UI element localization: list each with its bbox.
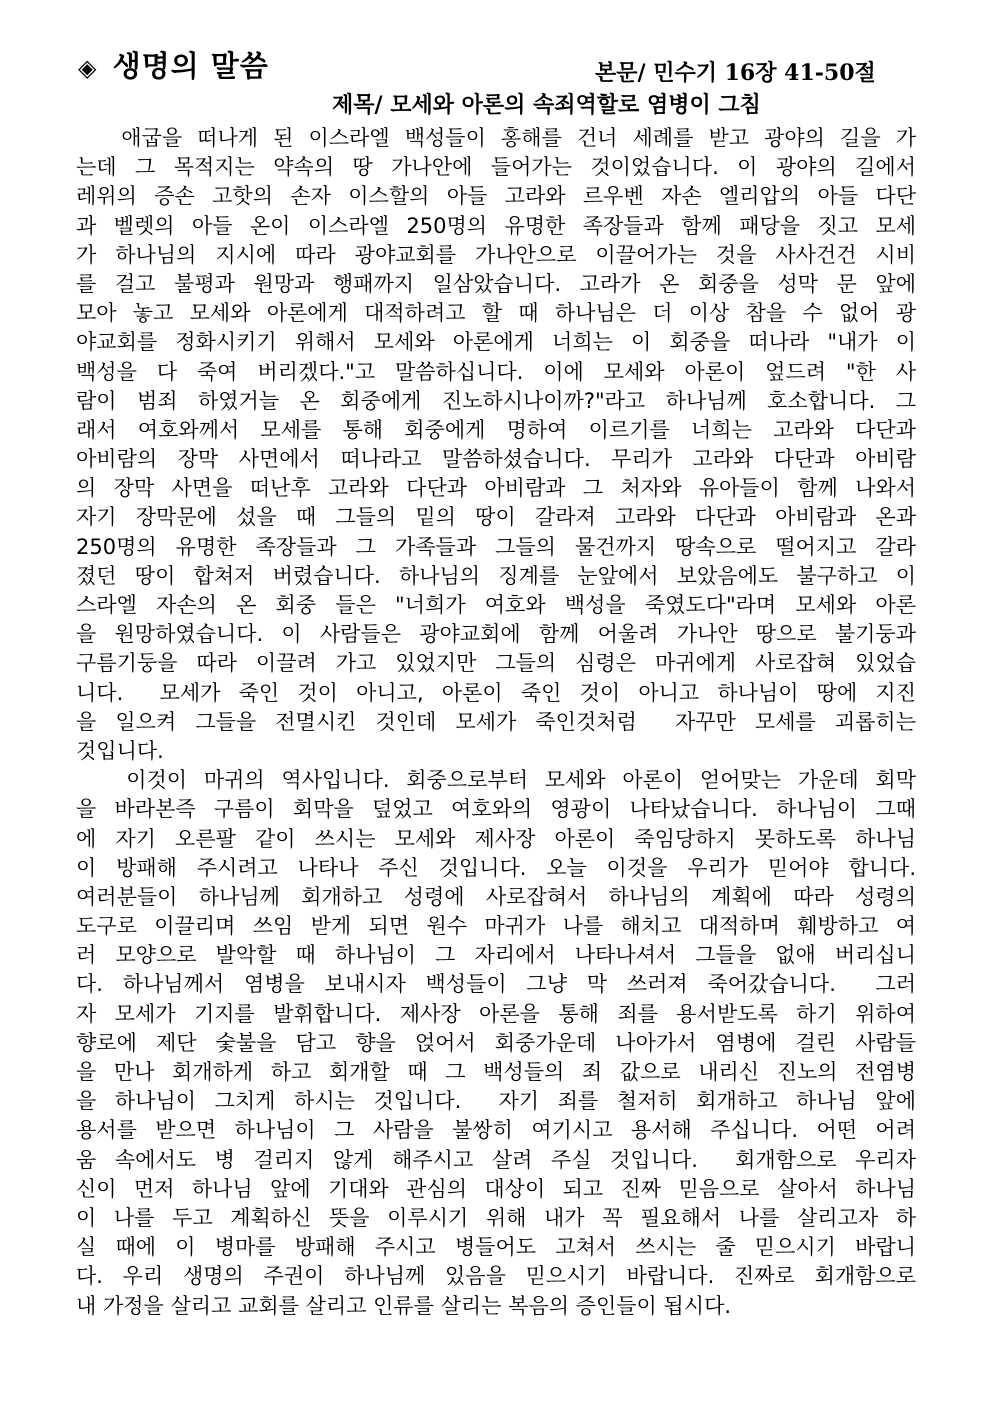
body-line: 구름기둥을 따라 이끌려 가고 있었지만 그들의 심령은 마귀에게 사로잡혀 있었습 [76,651,916,676]
body-line: 을 만나 회개하게 하고 회개할 때 그 백성들의 죄 값으로 내리신 진노의 전염병 [76,1060,916,1084]
body-line: 도구로 이끌리며 쓰임 받게 되면 원수 마귀가 나를 해치고 대적하며 훼방하고 여 [76,914,916,939]
body-line: 자기 장막문에 섰을 때 그들의 밑의 땅이 갈라져 고라와 다단과 아비람과 온과 [76,505,916,530]
body-line: 250명의 유명한 족장들과 그 가족들과 그들의 물건까지 땅속으로 떨어지고 갈라 [76,534,916,559]
body-line: 다. 우리 생명의 주권이 하나님께 있음을 믿으시기 바랍니다. 진짜로 회개함으로 [76,1264,916,1289]
body-line: 다. 하나님께서 염병을 보내시자 백성들이 그냥 막 쓰러져 죽어갔습니다. 그러 [76,972,916,997]
body-line: 이것이 마귀의 역사입니다. 회중으로부터 모세와 아론이 얻어맞는 가운데 회막 [76,768,916,793]
sermon-body [76,124,916,1321]
body-line: 내 가정을 살리고 교회를 살리고 인류를 살리는 복음의 증인들이 됩시다. [76,1293,732,1318]
body-line: 을 일으켜 그들을 전멸시킨 것인데 모세가 죽인것처럼 자꾸만 모세를 괴롭히는 [76,709,916,734]
body-line: 스라엘 자손의 온 회중 들은 "너희가 여호와 백성을 죽였도다"라며 모세와 아론 [76,593,916,617]
body-line: 졌던 땅이 합쳐저 버렸습니다. 하나님의 징계를 눈앞에서 보았음에도 불구하고 이 [76,563,916,588]
body-line: 레위의 증손 고핫의 손자 이스할의 아들 고라와 르우벤 자손 엘리압의 아들 다단 [76,184,916,209]
body-line: 러 모양으로 발악할 때 하나님이 그 자리에서 나타나셔서 그들을 없애 버리십니 [76,943,916,968]
body-line: 향로에 제단 숯불을 담고 향을 얹어서 회중가운데 나아가서 염병에 걸린 사람들 [76,1030,916,1055]
body-line: 애굽을 떠나게 된 이스라엘 백성들이 홍해를 건너 세례를 받고 광야의 길을 가 [76,126,916,150]
body-line: 것입니다. [76,738,164,763]
body-line: 과 벨렛의 아들 온이 이스라엘 250명의 유명한 족장들과 함께 패당을 짓고 모세 [76,213,916,238]
body-line: 는데 그 목적지는 약속의 땅 가나안에 들어가는 것이었습니다. 이 광야의 길에서 [76,155,916,180]
diamond-icon: ◈ [78,53,98,82]
body-line: 래서 여호와께서 모세를 통해 회중에게 명하여 이르기를 너희는 고라와 다단과 [76,417,916,442]
body-line: 가 하나님의 지시에 따라 광야교회를 가나안으로 이끌어가는 것을 사사건건 시비 [76,242,916,267]
body-line: 이 나를 두고 계획하신 뜻을 이루시기 위해 내가 꼭 필요해서 나를 살리고자 하 [76,1205,916,1230]
body-line: 모아 놓고 모세와 아론에게 대적하려고 할 때 하나님은 더 이상 참을 수 없어 광 [76,301,916,326]
body-line: 자 모세가 기지를 발휘합니다. 제사장 아론을 통해 죄를 용서받도록 하기 위하여 [76,1001,916,1026]
body-line: 신이 먼저 하나님 앞에 기대와 관심의 대상이 되고 진짜 믿음으로 살아서 하나님 [76,1176,916,1201]
body-line: 여러분들이 하나님께 회개하고 성령에 사로잡혀서 하나님의 계획에 따라 성령의 [76,884,916,909]
body-line: 이 방패해 주시려고 나타나 주신 것입니다. 오늘 이것을 우리가 믿어야 합니다. [76,855,916,880]
body-line: 니다. 모세가 죽인 것이 아니고, 아론이 죽인 것이 아니고 하나님이 땅에 지진 [76,680,916,705]
body-line: 을 바라본즉 구름이 회막을 덮었고 여호와의 영광이 나타났습니다. 하나님이 그때 [76,797,916,822]
body-line: 움 속에서도 병 걸리지 않게 해주시고 살려 주실 것입니다. 회개함으로 우리자 [76,1147,916,1172]
page-title-text: 생명의 말씀 [112,49,269,83]
body-line: 을 하나님이 그치게 하시는 것입니다. 자기 죄를 철저히 회개하고 하나님 앞에 [76,1089,916,1114]
body-line: 백성을 다 죽여 버리겠다."고 말씀하십니다. 이에 모세와 아론이 엎드려 "한 사 [76,359,916,384]
body-line: 를 걸고 불평과 원망과 행패까지 일삼았습니다. 고라가 온 회중을 성막 문 앞에 [76,271,916,296]
body-line: 의 장막 사면을 떠난후 고라와 다단과 아비람과 그 처자와 유아들이 함께 나와서 [76,476,916,501]
scripture-passage: 본문/ 민수기 16장 41-50절 [595,60,876,86]
body-line: 야교회를 정화시키기 위해서 모세와 아론에게 너희는 이 회중을 떠나라 "내가 이 [76,330,916,355]
body-line: 아비람의 장막 사면에서 떠나라고 말씀하셨습니다. 무리가 고라와 다단과 아비람 [76,447,916,472]
body-line: 을 원망하였습니다. 이 사람들은 광야교회에 함께 어울려 가나안 땅으로 불기둥과 [76,622,916,647]
body-line: 용서를 받으면 하나님이 그 사람을 불쌍히 여기시고 용서해 주십니다. 어떤 어려 [76,1118,916,1143]
body-line: 실 때에 이 병마를 방패해 주시고 병들어도 고쳐서 쓰시는 줄 믿으시기 바랍니 [76,1235,916,1260]
body-line: 에 자기 오른팔 같이 쓰시는 모세와 제사장 아론이 죽임당하지 못하도록 하나님 [76,826,916,851]
sermon-subject: 제목/ 모세와 아론의 속죄역할로 염병이 그침 [332,92,761,118]
body-line: 람이 범죄 하였거늘 온 회중에게 진노하시나이까?"라고 하나님께 호소합니다. 그 [76,388,916,413]
page-title [78,44,269,85]
